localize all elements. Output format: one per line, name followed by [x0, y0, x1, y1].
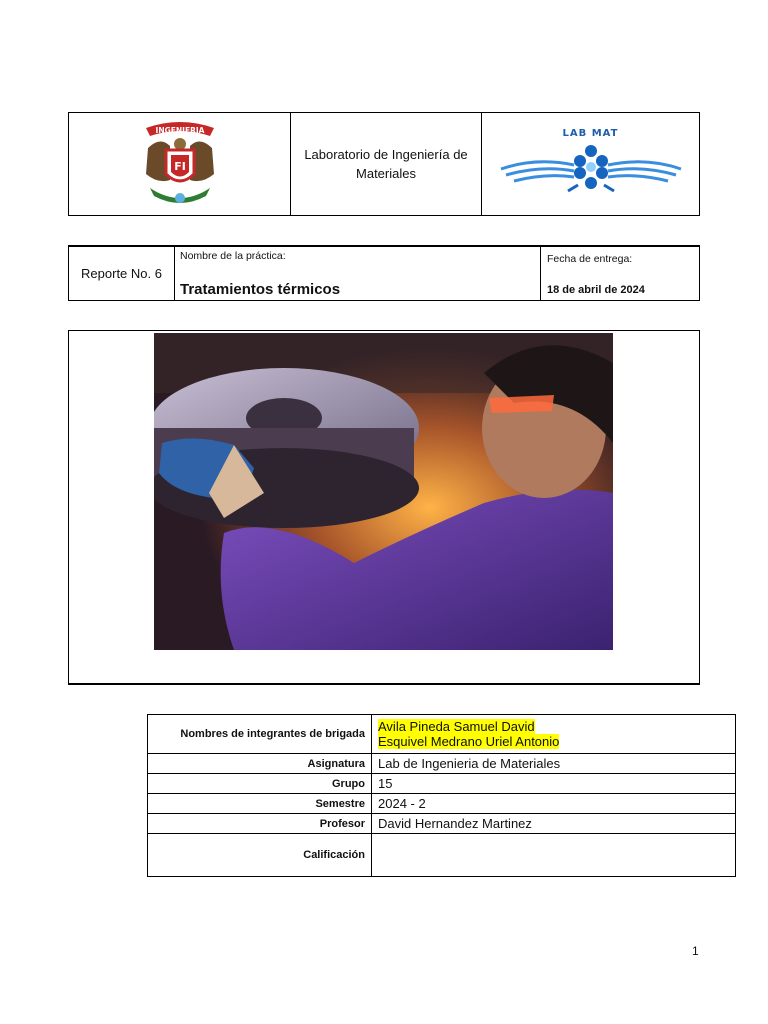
table-row [148, 715, 736, 754]
lab-mat-wings-icon [496, 139, 686, 201]
members-cell [372, 715, 736, 754]
practice-name: Tratamientos térmicos [180, 281, 341, 298]
practice-cell [175, 247, 541, 300]
brigade-info-table [147, 714, 736, 877]
subject-value: Lab de Ingenieria de Materiales [372, 754, 736, 774]
member-name: Avila Pineda Samuel David [378, 719, 535, 734]
svg-text:INGENIERIA: INGENIERIA [155, 126, 204, 135]
practice-label: Nombre de la práctica: [180, 250, 286, 262]
lab-mat-logo-cell [482, 113, 699, 215]
unam-fi-logo-cell [69, 113, 291, 215]
photo-icon [154, 333, 613, 650]
fi-crest-icon [140, 118, 220, 210]
professor-label: Profesor [148, 814, 372, 834]
page-number: 1 [692, 944, 699, 958]
table-row [148, 774, 736, 794]
table-row [148, 814, 736, 834]
report-number: Reporte No. 6 [69, 247, 175, 300]
grade-value [372, 834, 736, 877]
date-cell [541, 247, 699, 300]
members-label: Nombres de integrantes de brigada [148, 715, 372, 754]
lab-mat-logo-text: LAB MAT [562, 127, 619, 139]
header-table [68, 112, 700, 216]
subject-label: Asignatura [148, 754, 372, 774]
table-row [148, 754, 736, 774]
member-name: Esquivel Medrano Uriel Antonio [378, 734, 560, 749]
table-row [148, 834, 736, 877]
professor-value: David Hernandez Martinez [372, 814, 736, 834]
date-label: Fecha de entrega: [547, 253, 633, 265]
lab-title: Laboratorio de Ingeniería de Materiales [291, 113, 482, 215]
semester-label: Semestre [148, 794, 372, 814]
grade-label: Calificación [148, 834, 372, 877]
table-row [148, 794, 736, 814]
group-value: 15 [372, 774, 736, 794]
svg-text:FI: FI [173, 160, 186, 173]
heat-treatment-photo [154, 333, 613, 650]
report-info-table [68, 245, 700, 301]
semester-value: 2024 - 2 [372, 794, 736, 814]
date-value: 18 de abril de 2024 [547, 284, 645, 296]
group-label: Grupo [148, 774, 372, 794]
